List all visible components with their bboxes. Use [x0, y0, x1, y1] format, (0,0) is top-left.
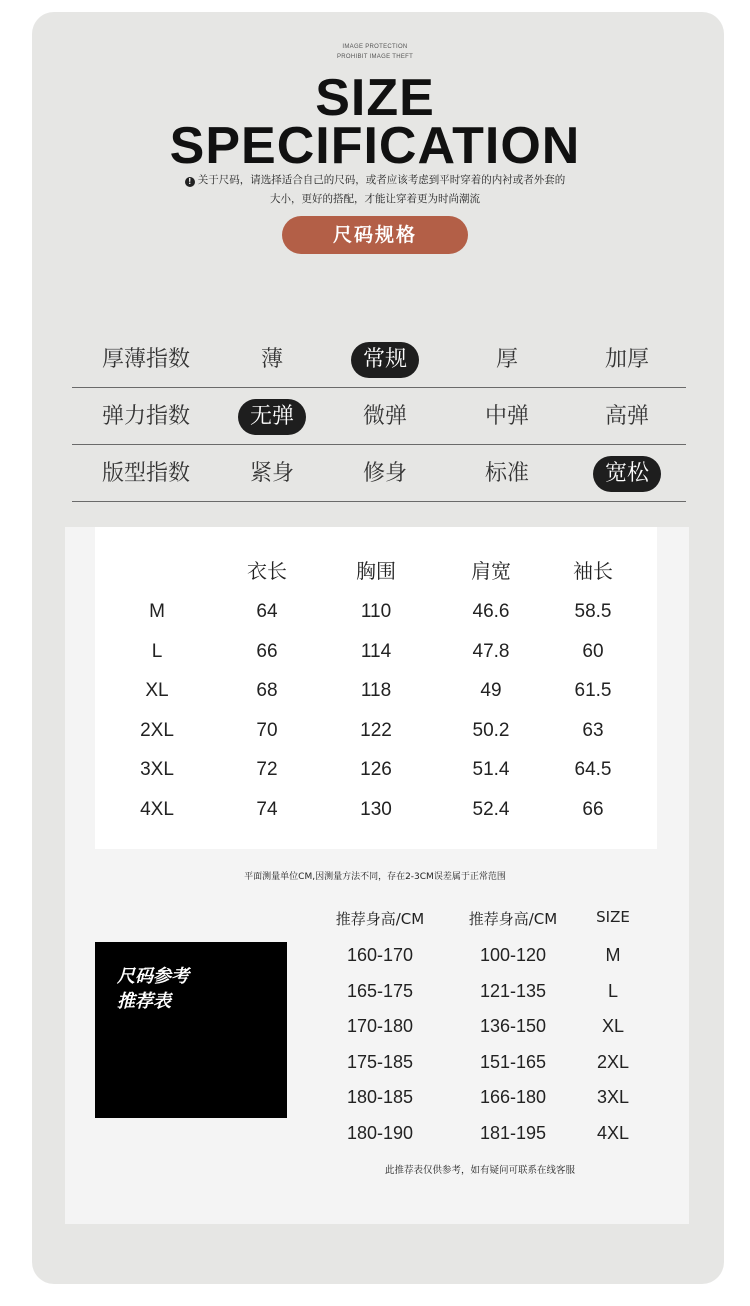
index-row-thickness — [72, 332, 686, 388]
info-icon: ! — [185, 177, 195, 187]
size-table-cell: 2XL — [140, 719, 174, 741]
size-table-cell: 49 — [480, 680, 502, 702]
size-table-cell: 66 — [256, 640, 278, 662]
recommend-table-cell: 136-150 — [479, 1016, 547, 1037]
size-table-cell: 64.5 — [574, 759, 612, 781]
size-note-line2: 大小，更好的搭配，才能让穿着更为时尚潮流 — [270, 193, 480, 205]
size-table-cell: XL — [145, 680, 169, 702]
index-option: 厚 — [495, 347, 518, 372]
size-note-line1 — [0, 171, 750, 190]
recommend-table-cell: 175-185 — [346, 1051, 414, 1072]
recommend-table-cell: 166-180 — [479, 1087, 547, 1108]
index-label: 厚薄指数 — [102, 347, 191, 372]
recommend-table-cell: XL — [601, 1016, 625, 1037]
size-table-cell: L — [151, 640, 163, 662]
recommend-table-cell: 151-165 — [479, 1051, 547, 1072]
size-table-cell: 58.5 — [574, 601, 612, 622]
size-table-cell: 52.4 — [472, 799, 510, 820]
size-table-header: 胸围 — [356, 559, 396, 583]
index-option: 薄 — [260, 347, 283, 372]
size-table-cell: 68 — [256, 680, 278, 702]
size-table-header: 衣长 — [247, 559, 287, 583]
size-table-cell: 46.6 — [472, 601, 510, 622]
size-table-cell: M — [149, 601, 165, 622]
recommend-table-header: 推荐身高/CM — [335, 910, 425, 928]
protect-text-1: IMAGE PROTECTION — [342, 44, 408, 50]
recommend-table-cell: M — [605, 945, 621, 965]
size-table-cell: 70 — [256, 719, 278, 741]
title-size: SIZE — [315, 69, 435, 127]
index-row-fit — [72, 446, 686, 502]
index-option: 标准 — [484, 461, 529, 486]
index-label: 弹力指数 — [102, 404, 191, 429]
size-table-cell: 72 — [256, 759, 278, 781]
size-table-header: 袖长 — [573, 559, 613, 583]
recommend-table-cell: 170-180 — [346, 1016, 414, 1037]
size-table-cell: 118 — [360, 680, 392, 702]
size-table-cell: 51.4 — [472, 759, 510, 781]
index-option-selected: 宽松 — [582, 446, 672, 502]
index-option: 紧身 — [249, 461, 294, 486]
title-specification: SPECIFICATION — [169, 117, 581, 175]
size-note-text1: 关于尺码，请选择适合自己的尺码，或者应该考虑到平时穿着的内衬或者外套的 — [197, 174, 566, 186]
recommend-table-cell: 4XL — [596, 1123, 630, 1143]
recommend-table-cell: 165-175 — [346, 980, 414, 1001]
recommend-box-line2: 推荐表 — [117, 991, 171, 1012]
recommend-table-cell: 2XL — [596, 1051, 630, 1072]
recommend-table-header: 推荐身高/CM — [468, 910, 558, 928]
size-table-cell: 50.2 — [472, 719, 510, 741]
recommend-table-cell: 181-195 — [479, 1123, 547, 1143]
recommend-box-line1: 尺码参考 — [117, 966, 189, 987]
size-table-cell: 4XL — [140, 799, 174, 820]
size-table-cell: 61.5 — [574, 680, 612, 702]
index-label: 版型指数 — [102, 461, 191, 486]
size-table-cell: 60 — [582, 640, 604, 662]
recommend-note: 此推荐表仅供参考，如有疑问可联系在线客服 — [384, 1165, 575, 1176]
index-row-elasticity — [72, 389, 686, 445]
size-table-header: 肩宽 — [471, 559, 511, 583]
recommend-table-cell: 180-190 — [346, 1123, 414, 1143]
size-table-cell: 126 — [360, 759, 392, 781]
index-option: 高弹 — [604, 404, 649, 429]
index-option: 修身 — [362, 461, 407, 486]
size-table-cell: 63 — [582, 719, 604, 741]
recommend-table-cell: 180-185 — [346, 1087, 414, 1108]
size-table-cell: 122 — [360, 719, 392, 741]
recommend-table-cell: 121-135 — [479, 980, 547, 1001]
recommend-table-cell: L — [607, 980, 618, 1001]
size-table-cell: 66 — [582, 799, 604, 820]
recommend-table-cell: 3XL — [596, 1087, 630, 1108]
index-option: 加厚 — [604, 347, 649, 372]
recommend-table-cell: 100-120 — [479, 945, 547, 965]
divider — [72, 501, 686, 502]
index-option-selected: 无弹 — [227, 389, 317, 445]
size-table-cell: 130 — [360, 799, 392, 820]
index-option: 微弹 — [362, 404, 407, 429]
recommend-table-header: SIZE — [596, 908, 630, 926]
size-spec-pill: 尺码规格 — [282, 216, 468, 254]
index-option-selected: 常规 — [340, 332, 430, 388]
recommend-table-cell: 160-170 — [346, 945, 414, 965]
size-table-cell: 110 — [360, 601, 392, 622]
recommend-label-box — [95, 942, 287, 1118]
index-option: 中弹 — [484, 404, 529, 429]
size-table-cell: 64 — [256, 601, 278, 622]
size-table-cell: 47.8 — [472, 640, 510, 662]
divider — [72, 387, 686, 388]
protect-text-2: PROHIBIT IMAGE THEFT — [336, 54, 414, 60]
size-table-cell: 114 — [360, 640, 392, 662]
measure-note: 平面测量单位CM,因测量方法不同，存在2-3CM误差属于正常范围 — [244, 872, 506, 882]
size-table-cell: 3XL — [140, 759, 174, 781]
size-table-cell: 74 — [256, 799, 278, 820]
divider — [72, 444, 686, 445]
